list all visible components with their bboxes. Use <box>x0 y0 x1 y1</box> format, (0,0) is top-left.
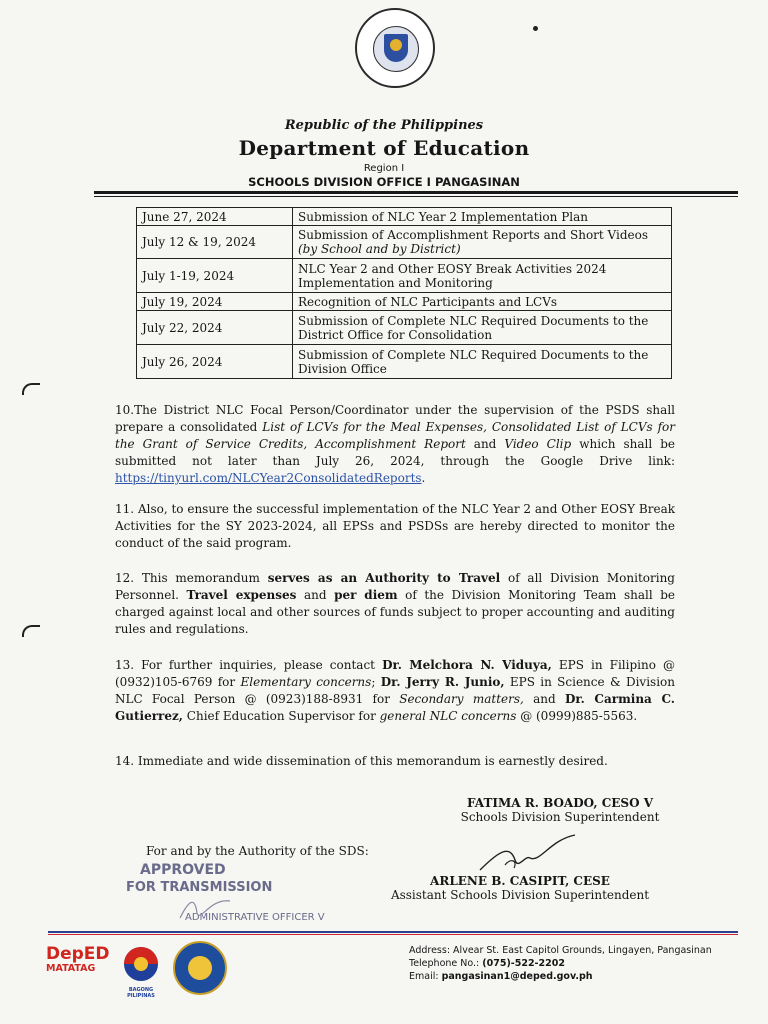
signatory-block <box>430 796 690 824</box>
item-emphasis: Secondary matters, <box>399 692 524 706</box>
item-text: For further inquiries, please contact <box>141 658 383 672</box>
schedule-date: July 19, 2024 <box>137 293 293 311</box>
activity-emphasis: (by School and by District) <box>298 242 461 256</box>
schedule-activity <box>293 226 672 259</box>
header-region: Region I <box>363 163 405 174</box>
seal-emblem <box>373 26 419 72</box>
footer-rule <box>48 931 738 933</box>
schedule-activity: Recognition of NLC Participants and LCVs <box>293 293 672 311</box>
division-seal-center-icon <box>188 956 212 980</box>
table-row <box>137 226 672 259</box>
deped-logo <box>46 945 110 985</box>
item-emphasis: Elementary concerns <box>240 675 372 689</box>
schedule-date: July 1-19, 2024 <box>137 259 293 293</box>
item-text: . <box>421 471 426 485</box>
schedule-date: July 12 & 19, 2024 <box>137 226 293 259</box>
signatory-title: Schools Division Superintendent <box>460 810 660 824</box>
item-emphasis: List of LCVs for the Meal Expenses, Consolidated List of LCVs for the Grant of Service Credits, Accomplishment Report <box>115 420 675 451</box>
item-bold: Travel expenses <box>186 588 297 602</box>
item-bold: Dr. Jerry R. Junio, <box>380 675 505 689</box>
email-value: pangasinan1@deped.gov.ph <box>441 971 593 982</box>
item-text: This memorandum <box>141 571 268 585</box>
telephone-label: Telephone No.: <box>409 958 483 969</box>
schedule-table <box>136 207 672 379</box>
activity-text: Submission of Accomplishment Reports and Short Videos <box>298 228 649 242</box>
assistant-name: ARLENE B. CASIPIT, CESE <box>430 874 610 888</box>
signatory-name: FATIMA R. BOADO, CESO V <box>466 796 654 810</box>
item-text: and <box>465 437 505 451</box>
assistant-block <box>370 874 670 902</box>
header-office: SCHOOLS DIVISION OFFICE I PANGASINAN <box>248 175 520 189</box>
header-rule-thin <box>94 196 738 197</box>
bagong-label: BAGONG PILIPINAS <box>127 987 155 999</box>
item-number: 12. <box>115 571 135 585</box>
telephone-value: (075)-522-2202 <box>482 958 565 969</box>
table-row <box>137 259 672 293</box>
bagong-pilipinas-icon <box>117 945 165 983</box>
stamp-signature-icon <box>175 893 235 923</box>
item-text: Immediate and wide dissemination of this memorandum is earnestly desired. <box>137 754 608 768</box>
table-row <box>137 208 672 226</box>
division-seal <box>173 941 227 995</box>
header-republic: Republic of the Philippines <box>284 118 484 133</box>
item-number: 10. <box>115 403 135 417</box>
item-14 <box>115 753 675 770</box>
item-number: 14. <box>115 754 135 768</box>
item-text: which shall be submitted not later than July 26, 2024, through the Google Drive link: <box>115 437 675 468</box>
bagong-pilipinas-logo <box>117 945 165 999</box>
item-text: EPS in Science & Division NLC Focal Person @ (0923)188-8931 for <box>115 675 675 706</box>
item-text: ; <box>371 675 381 689</box>
item-text: Chief Education Supervisor for <box>182 709 380 723</box>
footer-email <box>409 970 712 983</box>
item-text: The District NLC Focal Person/Coordinator under the supervision of the PSDS shall prepare a consolidated <box>115 403 675 434</box>
email-label: Email: <box>409 971 442 982</box>
item-13 <box>115 657 675 725</box>
item-bold: Dr. Carmina C. Gutierrez, <box>115 692 675 723</box>
item-number: 13. <box>115 658 135 672</box>
punch-mark <box>22 625 40 637</box>
item-11 <box>115 501 675 552</box>
item-text: and <box>523 692 565 706</box>
speck <box>533 26 538 31</box>
signature-icon <box>470 830 580 880</box>
header-rule <box>94 191 738 194</box>
item-text: Also, to ensure the successful implementation of the NLC Year 2 and Other EOSY Break Activities for the SY 2023-2024, all EPSs and PSDSs are hereby directed to monitor the conduct of the said program. <box>115 502 675 550</box>
header-department: Department of Education <box>238 136 530 160</box>
stamp-approved: APPROVED <box>140 862 226 878</box>
item-emphasis: Video Clip <box>504 437 572 451</box>
sun-icon <box>390 39 402 51</box>
google-drive-link[interactable]: https://tinyurl.com/NLCYear2ConsolidatedReports <box>115 471 422 485</box>
authority-line: For and by the Authority of the SDS: <box>146 844 369 858</box>
item-12 <box>115 570 675 638</box>
punch-mark <box>22 383 40 395</box>
footer-address: Address: Alvear St. East Capitol Grounds, Lingayen, Pangasinan <box>409 945 712 956</box>
item-number: 11. <box>115 502 135 516</box>
schedule-date: July 22, 2024 <box>137 311 293 345</box>
deped-wordmark: DepED <box>46 944 110 964</box>
table-row <box>137 311 672 345</box>
item-text: of the Division Monitoring Team shall be charged against local and other sources of funds subject to proper accounting and auditing rules and regulations. <box>115 588 675 636</box>
item-10 <box>115 402 675 487</box>
matatag-wordmark: MATATAG <box>46 963 96 974</box>
schedule-activity: Submission of Complete NLC Required Documents to the District Office for Consolidation <box>293 311 672 345</box>
deped-seal <box>355 8 435 88</box>
item-text: @ (0999)885-5563. <box>516 709 638 723</box>
item-bold: Dr. Melchora N. Viduya, <box>382 658 552 672</box>
schedule-activity: Submission of NLC Year 2 Implementation Plan <box>293 208 672 226</box>
item-text: and <box>296 588 335 602</box>
stamp-transmission: FOR TRANSMISSION <box>126 880 273 895</box>
assistant-title: Assistant Schools Division Superintendent <box>390 888 650 902</box>
footer-rule-red <box>48 934 738 935</box>
schedule-activity: NLC Year 2 and Other EOSY Break Activities 2024 Implementation and Monitoring <box>293 259 672 293</box>
item-bold: serves as an Authority to Travel <box>267 571 501 585</box>
item-text: EPS in Filipino @ (0932)105-6769 for <box>115 658 675 689</box>
schedule-date: July 26, 2024 <box>137 345 293 379</box>
table-row <box>137 293 672 311</box>
item-emphasis: general NLC concerns <box>379 709 517 723</box>
stamp-officer: ADMINISTRATIVE OFFICER V <box>185 912 325 923</box>
footer-telephone <box>409 957 712 970</box>
item-text: of all Division Monitoring Personnel. <box>115 571 675 602</box>
item-bold: per diem <box>334 588 398 602</box>
schedule-date: June 27, 2024 <box>137 208 293 226</box>
schedule-activity: Submission of Complete NLC Required Documents to the Division Office <box>293 345 672 379</box>
footer-contact <box>409 944 712 983</box>
table-row <box>137 345 672 379</box>
